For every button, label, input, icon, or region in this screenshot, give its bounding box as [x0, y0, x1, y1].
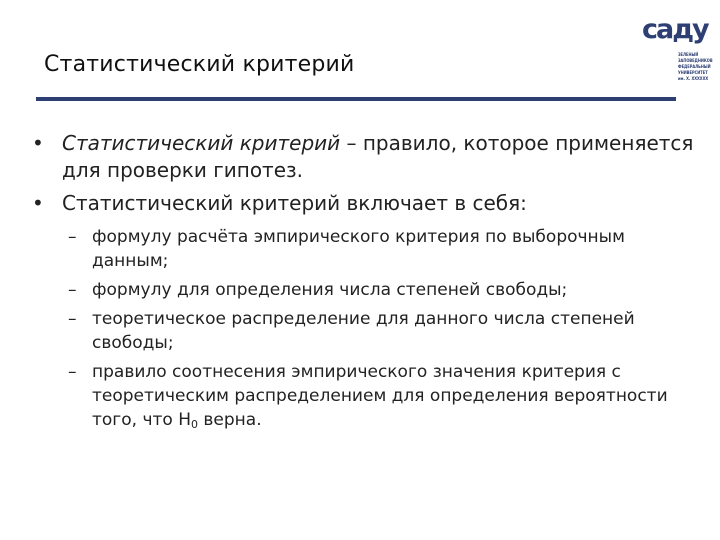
logo-wordmark: caдy — [642, 14, 708, 45]
sub-item-text-end: верна. — [197, 410, 262, 430]
dash-marker: – — [68, 227, 77, 247]
sub-item-text: формулу расчёта эмпирического критерия по выборочным данным; — [92, 227, 625, 271]
bullet-text: – правило, которое применяется для проверки гипотез. — [62, 131, 694, 182]
bullet-marker: • — [32, 131, 44, 155]
logo-line: ЗАПОВЕДНИКОВ — [678, 58, 713, 63]
slide-title: Статистический критерий — [44, 52, 355, 77]
bullet-item — [30, 190, 700, 217]
sub-item — [30, 307, 700, 355]
dash-marker: – — [68, 280, 77, 300]
subscript-zero: 0 — [190, 418, 198, 431]
sub-item — [30, 278, 700, 302]
university-logo — [642, 14, 713, 94]
logo-line: УНИВЕРСИТЕТ — [678, 70, 708, 75]
logo-text-block — [678, 52, 713, 82]
slide-content — [30, 130, 700, 442]
sub-item — [30, 225, 700, 273]
sub-item-text: правило соотнесения эмпирического значения критерия с теоретическим распределением для определения вероятности того, что H — [92, 362, 668, 430]
bullet-text: Статистический критерий включает в себя: — [62, 191, 527, 215]
logo-line: ЗЕЛЕНЫЙ — [678, 52, 699, 57]
bullet-marker: • — [32, 191, 44, 215]
dash-marker: – — [68, 309, 77, 329]
bullet-item — [30, 130, 700, 184]
sub-item — [30, 360, 700, 437]
term-italic: Статистический критерий — [62, 131, 341, 155]
logo-line: им. Х. ХХХХХХ — [678, 76, 709, 81]
logo-line: ФЕДЕРАЛЬНЫЙ — [678, 64, 711, 69]
sub-item-text: формулу для определения числа степеней свободы; — [92, 280, 568, 300]
sub-item-text: теоретическое распределение для данного числа степеней свободы; — [92, 309, 635, 353]
dash-marker: – — [68, 362, 77, 382]
title-underline — [36, 97, 676, 101]
